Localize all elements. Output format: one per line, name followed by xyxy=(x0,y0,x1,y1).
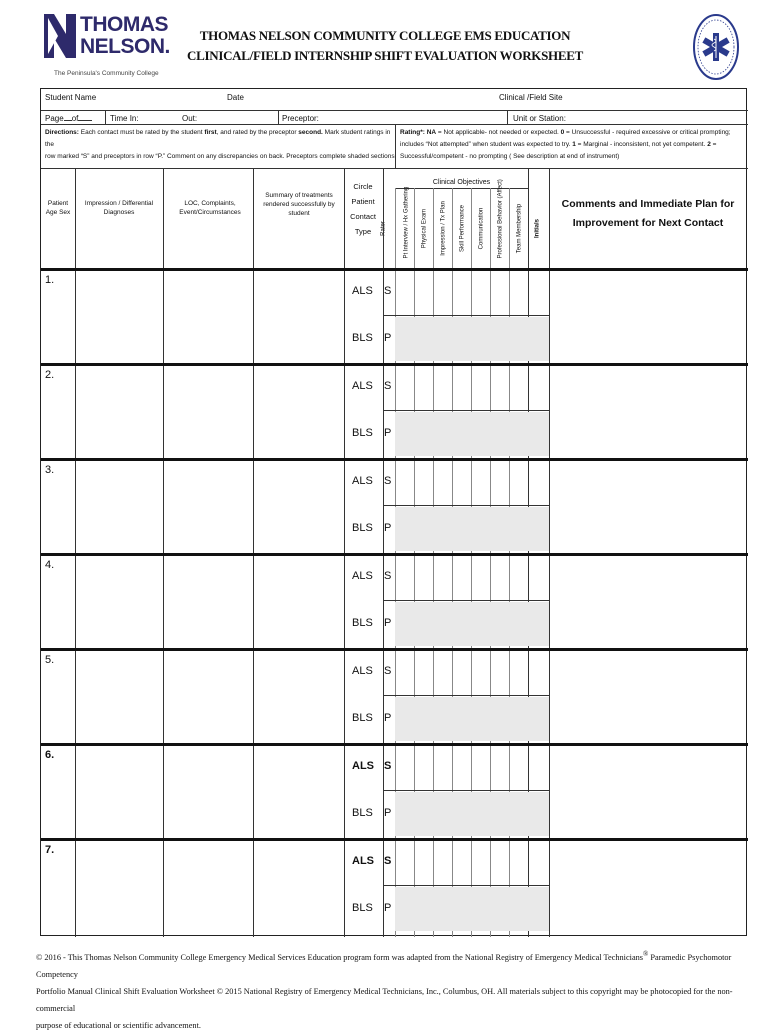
logo-line-2: NELSON. xyxy=(80,35,170,58)
contact-type-bls[interactable]: BLS xyxy=(352,617,373,629)
col-obj-impression: Impression / Tx Plan xyxy=(440,201,447,256)
preceptor-initials-cell[interactable] xyxy=(528,887,549,931)
rater-student: S xyxy=(384,760,392,772)
logo-line-1: THOMAS xyxy=(80,13,168,36)
contact-type-bls[interactable]: BLS xyxy=(352,712,373,724)
contact-type-als[interactable]: ALS xyxy=(352,855,374,867)
clinical-objectives-heading: Clinical Objectives xyxy=(432,179,491,186)
rater-preceptor: P xyxy=(384,902,392,914)
contact-type-bls[interactable]: BLS xyxy=(352,332,373,344)
page-subtitle: CLINICAL/FIELD INTERNSHIP SHIFT EVALUATION WORKSHEET xyxy=(187,48,583,63)
col-obj-communication: Communication xyxy=(478,207,485,250)
preceptor-initials-cell[interactable] xyxy=(528,507,549,551)
page-field[interactable]: Page of xyxy=(45,114,92,123)
row-number: 4. xyxy=(45,559,55,571)
rater-student: S xyxy=(384,570,392,582)
col-summary: Summary of treatments rendered successfully by student xyxy=(263,192,335,217)
preceptor-shaded-cells[interactable] xyxy=(395,887,528,931)
contact-type-bls[interactable]: BLS xyxy=(352,807,373,819)
preceptor-shaded-cells[interactable] xyxy=(395,412,528,456)
preceptor-label[interactable]: Preceptor: xyxy=(282,114,319,123)
rater-student: S xyxy=(384,475,392,487)
logo-tagline: The Peninsula's Community College xyxy=(54,70,159,77)
col-obj-professional: Professional Behavior (Affect) xyxy=(497,179,504,259)
time-out-label[interactable]: Out: xyxy=(182,114,198,123)
rater-preceptor: P xyxy=(384,712,392,724)
preceptor-shaded-cells[interactable] xyxy=(395,697,528,741)
rater-preceptor: P xyxy=(384,617,392,629)
col-obj-interview: Pt Interview / Hx Gathering xyxy=(403,186,410,259)
evaluation-form xyxy=(40,88,747,936)
copyright-footer: © 2016 - This Thomas Nelson Community College Emergency Medical Services Education program form was adapted from the National Registry of Emergency Medical Technicians® Paramedic Psychomotor Competency Portfolio Manual Clinical Shift Evaluation Worksheet © 2015 National Registry of Emergency Medical Technicians, Inc., Columbus, OH. All materials subject to this copyright may be photocopied for the non-commercial purpose of educational or scientific advancement. xyxy=(36,950,733,1030)
date-label: Date xyxy=(227,93,244,102)
preceptor-shaded-cells[interactable] xyxy=(395,507,528,551)
rater-preceptor: P xyxy=(384,807,392,819)
row-number: 7. xyxy=(45,844,55,856)
contact-type-als[interactable]: ALS xyxy=(352,475,373,487)
rating-text: Rating*: NA = Not applicable- not needed or expected. 0 = Unsuccessful - required excessive or critical prompting; includes “Not attempted” when student was expected to try. 1 = Marginal - inconsistent, not yet competent. 2 = Successful/competent - no prompting ( See description at end of instrument) xyxy=(400,129,731,160)
rater-student: S xyxy=(384,665,392,677)
unit-station-label[interactable]: Unit or Station: xyxy=(513,114,566,123)
student-name-label: Student Name xyxy=(45,93,97,102)
thomas-nelson-logo-icon xyxy=(44,14,76,58)
rater-student: S xyxy=(384,285,392,297)
preceptor-shaded-cells[interactable] xyxy=(395,317,528,361)
clinical-site-label: Clinical /Field Site xyxy=(499,93,563,102)
preceptor-initials-cell[interactable] xyxy=(528,412,549,456)
contact-type-als[interactable]: ALS xyxy=(352,570,373,582)
col-initials: Initials xyxy=(534,219,541,239)
contact-type-bls[interactable]: BLS xyxy=(352,902,373,914)
row-number: 1. xyxy=(45,274,55,286)
row-number: 5. xyxy=(45,654,55,666)
preceptor-initials-cell[interactable] xyxy=(528,792,549,836)
page-title: THOMAS NELSON COMMUNITY COLLEGE EMS EDUCATION xyxy=(199,28,571,43)
contact-type-bls[interactable]: BLS xyxy=(352,522,373,534)
contact-type-als[interactable]: ALS xyxy=(352,665,373,677)
col-impression: Impression / Differential Diagnoses xyxy=(84,200,154,216)
rater-student: S xyxy=(384,380,392,392)
preceptor-initials-cell[interactable] xyxy=(528,317,549,361)
rater-preceptor: P xyxy=(384,427,392,439)
rater-preceptor: P xyxy=(384,332,392,344)
col-obj-team: Team Membership xyxy=(516,203,523,254)
directions-text: Directions: Each contact must be rated by the student first, and rated by the preceptor second. Mark student ratings in the row marked “S” and preceptors in row “P.” Comment on any discrepancies on back. Preceptors complete shaded sections xyxy=(45,129,395,160)
rater-student: S xyxy=(384,855,392,867)
star-of-life-icon xyxy=(692,12,740,82)
contact-type-als[interactable]: ALS xyxy=(352,285,373,297)
col-rater: Rater xyxy=(380,221,387,236)
preceptor-shaded-cells[interactable] xyxy=(395,792,528,836)
preceptor-initials-cell[interactable] xyxy=(528,602,549,646)
col-loc: LOC, Complaints, Event/Circumstances xyxy=(179,200,241,216)
col-contact-type: Circle Patient Contact Type xyxy=(350,182,376,236)
rater-preceptor: P xyxy=(384,522,392,534)
row-number: 2. xyxy=(45,369,55,381)
preceptor-initials-cell[interactable] xyxy=(528,697,549,741)
time-in-label[interactable]: Time In: xyxy=(110,114,139,123)
col-obj-physical-exam: Physical Exam xyxy=(421,208,428,249)
contact-type-als[interactable]: ALS xyxy=(352,760,374,772)
comments-heading: Comments and Immediate Plan for Improvement for Next Contact xyxy=(561,198,735,229)
contact-type-bls[interactable]: BLS xyxy=(352,427,373,439)
row-number: 6. xyxy=(45,749,55,761)
row-number: 3. xyxy=(45,464,55,476)
contact-type-als[interactable]: ALS xyxy=(352,380,373,392)
preceptor-shaded-cells[interactable] xyxy=(395,602,528,646)
col-obj-skill: Skill Performance xyxy=(459,205,466,253)
col-patient-age-sex: Patient Age Sex xyxy=(45,200,71,216)
